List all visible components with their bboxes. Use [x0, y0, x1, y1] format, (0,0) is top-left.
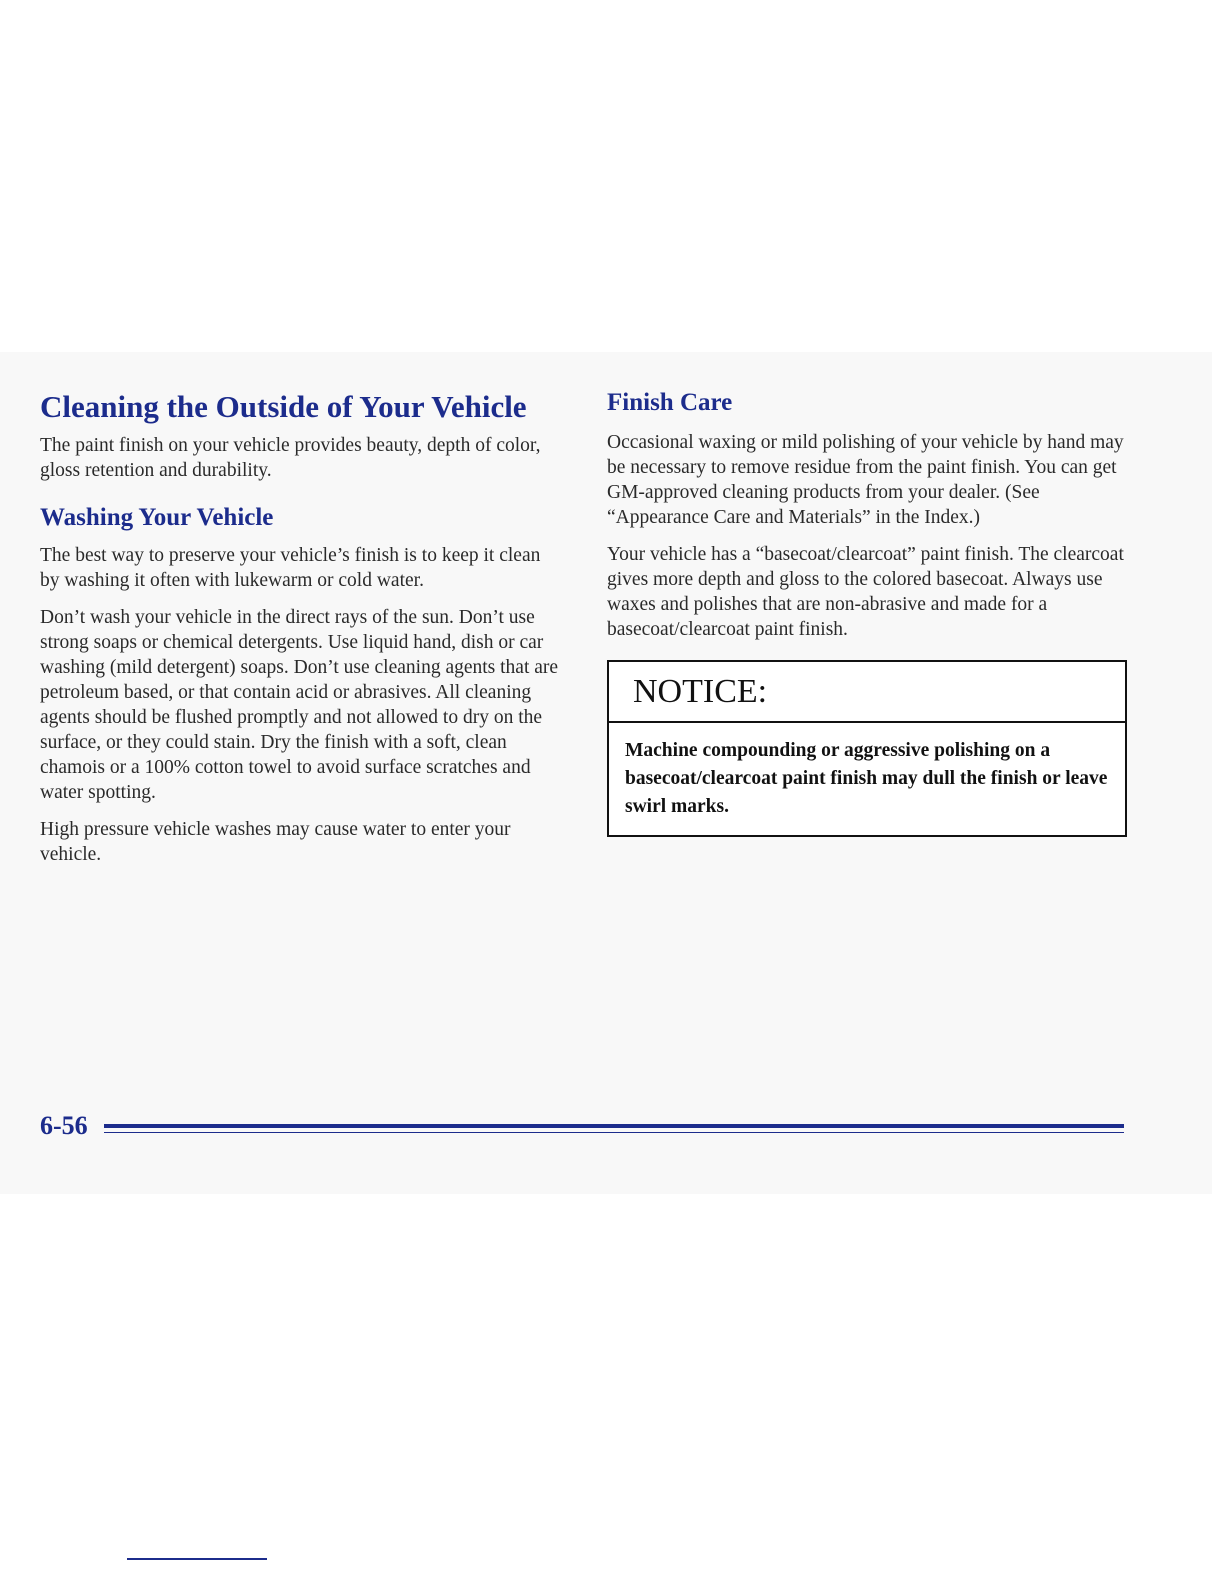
washing-heading: Washing Your Vehicle	[40, 504, 274, 532]
notice-box	[607, 660, 1127, 837]
right-column	[607, 388, 1127, 837]
section-title: Cleaning the Outside of Your Vehicle	[40, 389, 527, 424]
footer-rule	[104, 1124, 1124, 1128]
left-column	[40, 388, 560, 879]
footer-rule-thin	[104, 1132, 1124, 1133]
notice-title: NOTICE:	[609, 662, 1125, 723]
finish-care-paragraph-2: Your vehicle has a “basecoat/clearcoat” paint finish. The clearcoat gives more depth and gloss to the colored basecoat. Always use waxes and polishes that are non-abrasive and made for a basecoat/clearcoat paint finish.	[607, 544, 1124, 640]
finish-care-heading: Finish Care	[607, 389, 733, 416]
page-footer	[40, 1108, 1124, 1144]
page-number: 6-56	[40, 1111, 88, 1140]
intro-paragraph: The paint finish on your vehicle provides beauty, depth of color, gloss retention and durability.	[40, 435, 541, 482]
washing-paragraph-3: High pressure vehicle washes may cause water to enter your vehicle.	[40, 819, 511, 866]
notice-body: Machine compounding or aggressive polishing on a basecoat/clearcoat paint finish may dull the finish or leave swirl marks.	[625, 739, 1108, 817]
washing-paragraph-2: Don’t wash your vehicle in the direct rays of the sun. Don’t use strong soaps or chemical detergents. Use liquid hand, dish or car washing (mild detergent) soaps. Don’t use cleaning agents that are petroleum based, or that contain acid or abrasives. All cleaning agents should be flushed promptly and not allowed to dry on the surface, or they could stain. Dry the finish with a soft, clean chamois or a 100% cotton towel to avoid surface scratches and water spotting.	[40, 607, 559, 804]
bottom-stray-line	[127, 1558, 267, 1560]
washing-paragraph-1: The best way to preserve your vehicle’s finish is to keep it clean by washing it often with lukewarm or cold water.	[40, 545, 541, 592]
finish-care-paragraph-1: Occasional waxing or mild polishing of your vehicle by hand may be necessary to remove residue from the paint finish. You can get GM-approved cleaning products from your dealer. (See “Appearance Care and Materials” in the Index.)	[607, 432, 1124, 528]
